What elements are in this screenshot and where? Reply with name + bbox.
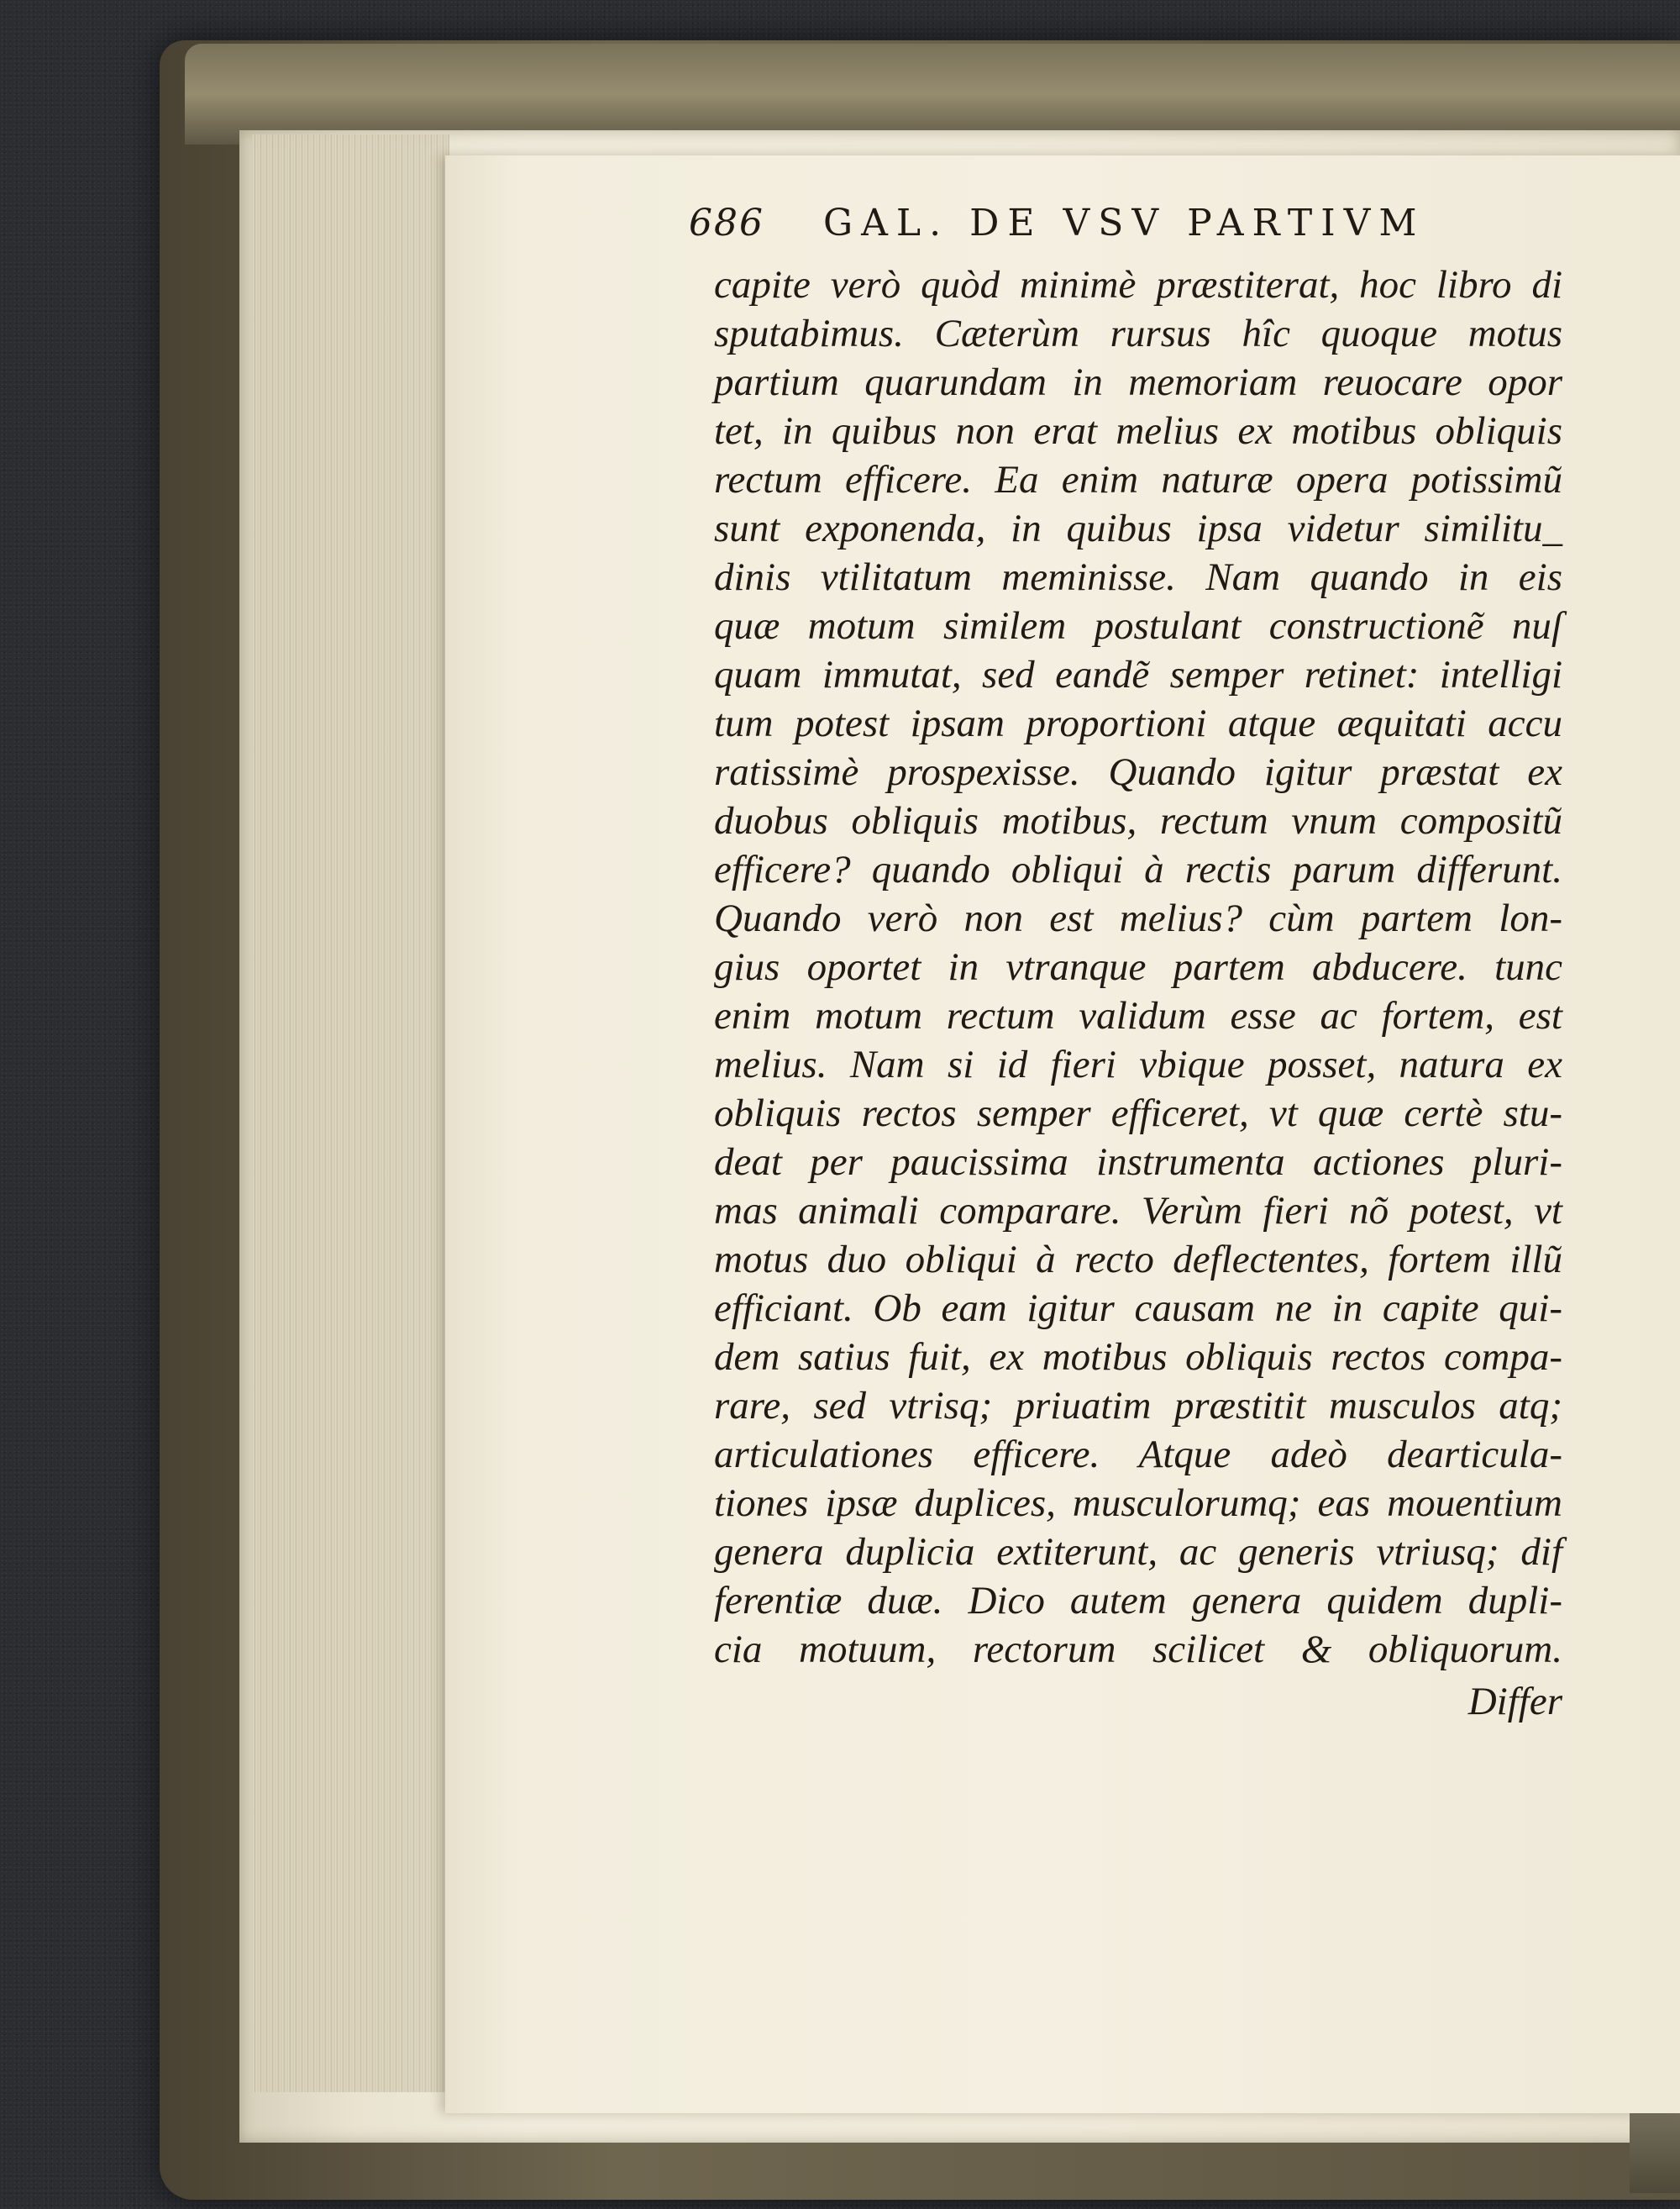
text-line: motus duo obliqui à recto deflectentes, fortem illũ [714, 1238, 1562, 1281]
text-line: sunt exponenda, in quibus ipsa videtur similitu_ [714, 507, 1562, 550]
text-line: deat per paucissima instrumenta actiones pluri- [714, 1140, 1562, 1184]
text-line: dem satius fuit, ex motibus obliquis rectos compa- [714, 1335, 1562, 1379]
text-line: quæ motum similem postulant constructionẽ nuſ [714, 604, 1562, 648]
page-edges [252, 134, 449, 2092]
text-line: gius oportet in vtranque partem abducere. tunc [714, 945, 1562, 989]
text-line: ferentiæ duæ. Dico autem genera quidem dupli- [714, 1579, 1562, 1623]
text-line: rectum efficere. Ea enim naturæ opera potissimũ [714, 458, 1562, 502]
text-line: quam immutat, sed eandẽ semper retinet: intelligi [714, 653, 1562, 697]
text-line: cia motuum, rectorum scilicet & obliquorum. [714, 1628, 1562, 1671]
text-line: melius. Nam si id fieri vbique posset, natura ex [714, 1043, 1562, 1086]
body-text [714, 260, 1596, 1674]
text-line: rare, sed vtrisq; priuatim præstitit musculos atq; [714, 1384, 1562, 1428]
text-line: capite verò quòd minimè præstiterat, hoc libro di [714, 263, 1562, 307]
running-head [689, 202, 1596, 260]
text-line: efficere? quando obliqui à rectis parum differunt. [714, 848, 1562, 891]
text-line: enim motum rectum validum esse ac fortem, est [714, 994, 1562, 1038]
text-line: sputabimus. Cæterùm rursus hîc quoque motus [714, 312, 1562, 355]
text-line: obliquis rectos semper efficeret, vt quæ certè stu- [714, 1091, 1562, 1135]
text-line: tum potest ipsam proportioni atque æquitati accu [714, 702, 1562, 745]
text-line: duobus obliquis motibus, rectum vnum compositũ [714, 799, 1562, 843]
text-line: Quando verò non est melius? cùm partem lon- [714, 897, 1562, 940]
page-text-area [689, 202, 1596, 1882]
text-line: partium quarundam in memoriam reuocare opor [714, 360, 1562, 404]
catchword: Differ [1467, 1680, 1562, 1723]
text-line: ratissimè prospexisse. Quando igitur præstat ex [714, 750, 1562, 794]
text-line: genera duplicia extiterunt, ac generis vtriusq; dif [714, 1530, 1562, 1574]
text-line: articulationes efficere. Atque adeò dearticula- [714, 1433, 1562, 1476]
text-line: efficiant. Ob eam igitur causam ne in capite qui- [714, 1286, 1562, 1330]
book-cover-top-edge [185, 44, 1680, 145]
text-line: tiones ipsæ duplices, musculorumq; eas mouentium [714, 1481, 1562, 1525]
text-line: mas animali comparare. Verùm fieri nõ potest, vt [714, 1189, 1562, 1233]
running-title: GAL. DE VSV PARTIVM [822, 202, 1425, 245]
page-number: 686 [689, 202, 764, 245]
text-line: dinis vtilitatum meminisse. Nam quando in eis [714, 555, 1562, 599]
text-line: tet, in quibus non erat melius ex motibus obliquis [714, 409, 1562, 453]
